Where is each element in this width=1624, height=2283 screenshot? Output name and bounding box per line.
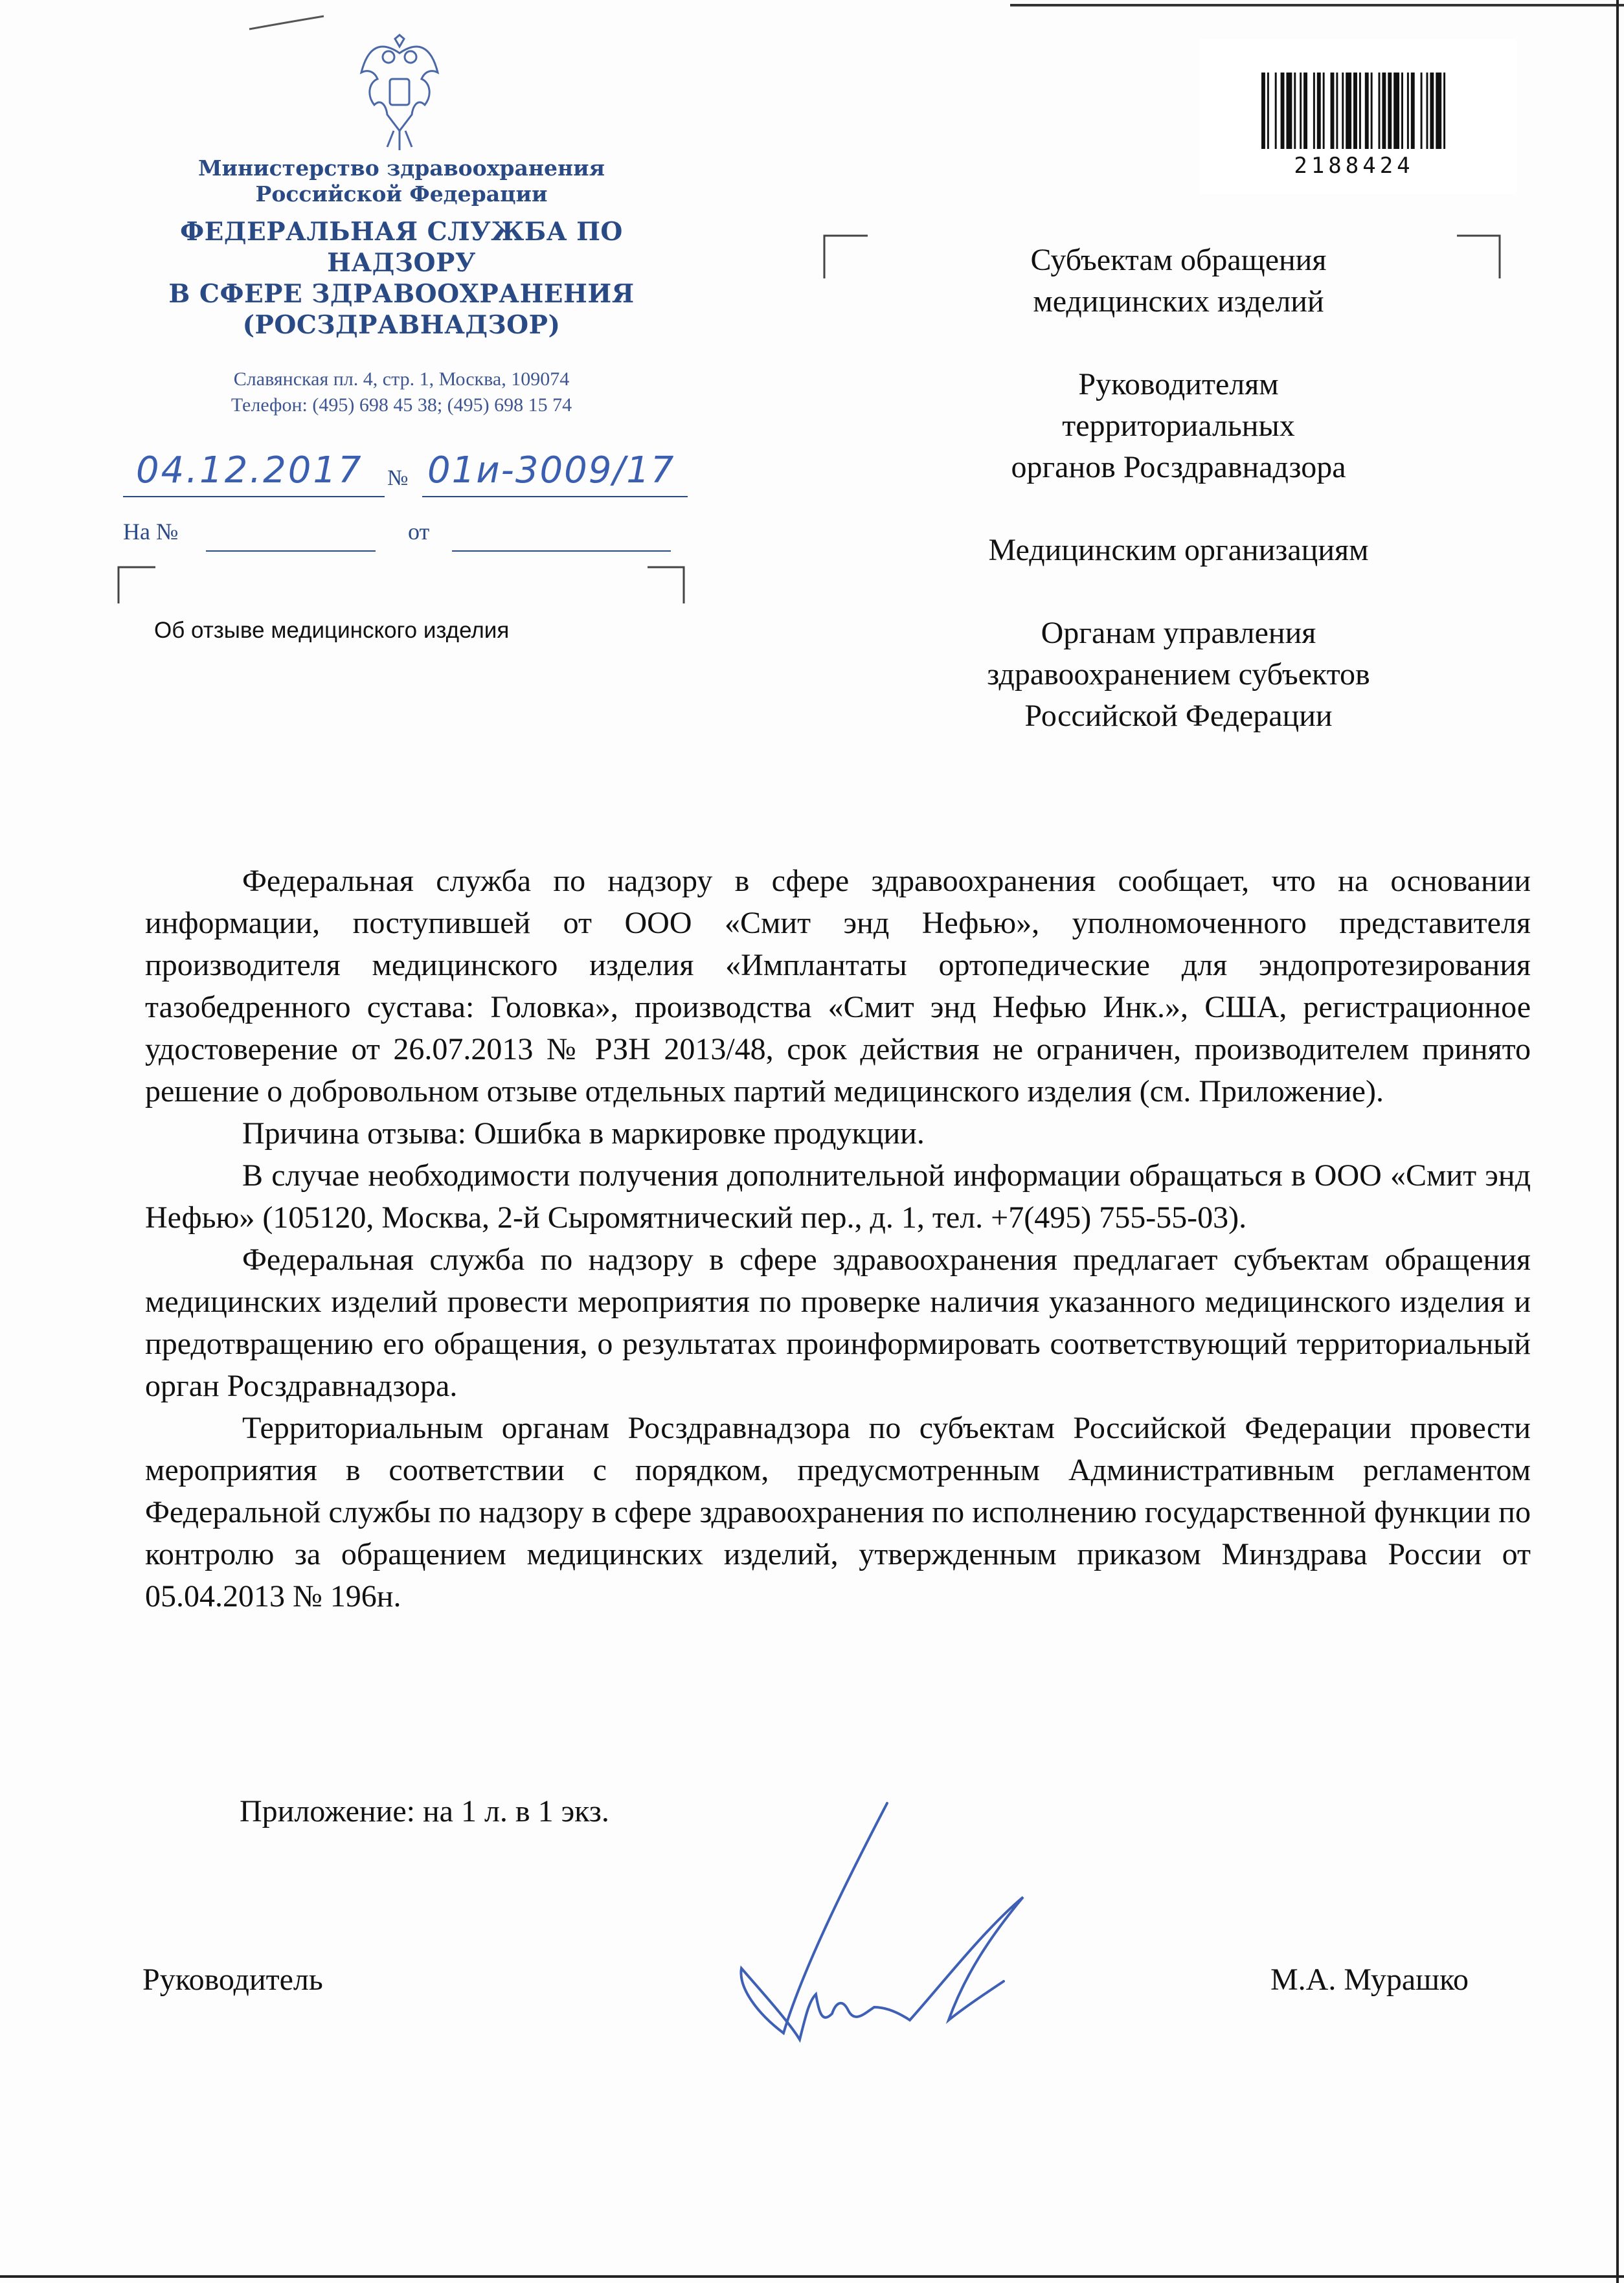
coat-of-arms-icon	[355, 34, 444, 155]
service-address: Славянская пл. 4, стр. 1, Москва, 109074 Телефон: (495) 698 45 38; (495) 698 15 74	[231, 368, 572, 416]
reply-to-line	[123, 518, 693, 557]
barcode-label	[1199, 39, 1517, 194]
registration-number: 01и-3009/17	[427, 449, 675, 491]
registration-date: 04.12.2017	[136, 449, 363, 491]
reply-number-label: На №	[123, 519, 179, 545]
addressee-block	[919, 240, 1438, 778]
body-paragraph: Федеральная служба по надзору в сфере здравоохранения предлагает субъектам обращения медицинских изделий провести мероприятия по проверке наличия указанного медицинского изделия и предотвращению его обращения, о результатах проинформировать соответствующий территориальный орган Росздравнадзора.	[145, 1243, 1531, 1403]
ministry-name: Министерство здравоохранения Российской Федерации	[198, 155, 605, 207]
scan-edge-bottom	[0, 2275, 1624, 2278]
registration-line	[123, 447, 771, 505]
addressee-item: Органам управления здравоохранением субъектов Российской Федерации	[987, 616, 1370, 733]
reply-date-label: от	[408, 519, 430, 545]
letterhead	[110, 155, 693, 418]
body-paragraph: Федеральная служба по надзору в сфере здравоохранения сообщает, что на основании информации, поступившей от ООО «Смит энд Нефью», уполномоченного представителя производителя медицинского изделия «Имплантаты ортопедические для эндопротезирования тазобедренного сустава: Головка», производства «Смит энд Нефью Инк.», США, регистрационное удостоверение от 26.07.2013 № РЗН 2013/48, срок действия не ограничен, производителем принято решение о добровольном отзыве отдельных партий медицинского изделия (см. Приложение).	[145, 864, 1531, 1108]
barcode-number: 2188424	[1294, 153, 1414, 179]
number-underline	[422, 496, 688, 497]
service-name: ФЕДЕРАЛЬНАЯ СЛУЖБА ПО НАДЗОРУ В СФЕРЕ ЗДРАВООХРАНЕНИЯ (РОСЗДРАВНАДЗОР)	[168, 217, 635, 340]
letter-body	[145, 860, 1531, 1617]
body-paragraph: В случае необходимости получения дополнительной информации обращаться в ООО «Смит энд Нефью» (105120, Москва, 2-й Сыромятнический пер., д. 1, тел. +7(495) 755-55-03).	[145, 1158, 1531, 1235]
number-sign: №	[387, 466, 409, 490]
handwritten-signature-icon	[693, 1800, 1055, 2052]
subject-bracket-icon	[117, 565, 686, 616]
addressee-item: Медицинским организациям	[988, 533, 1369, 567]
body-paragraph: Причина отзыва: Ошибка в маркировке продукции.	[242, 1116, 925, 1151]
scan-edge-right	[1616, 0, 1619, 2283]
body-paragraph: Территориальным органам Росздравнадзора по субъектам Российской Федерации провести мероприятия в соответствии с порядком, предусмотренным Административным регламентом Федеральной службы по надзору в сфере здравоохранения по исполнению государственной функции по контролю за обращением медицинских изделий, утвержденным приказом Минздрава России от 05.04.2013 № 196н.	[145, 1411, 1531, 1614]
pen-mark-icon	[246, 13, 363, 32]
reply-date-blank	[452, 550, 671, 552]
letter-subject: Об отзыве медицинского изделия	[154, 618, 510, 643]
signatory-role: Руководитель	[142, 1962, 323, 1997]
addressee-item: Руководителям территориальных органов Росздравнадзора	[1011, 367, 1346, 484]
date-underline	[123, 496, 385, 497]
signatory-name: М.А. Мурашко	[1270, 1962, 1469, 1997]
scan-edge-top	[1010, 4, 1624, 6]
reply-number-blank	[206, 550, 376, 552]
addressee-item: Субъектам обращения медицинских изделий	[1030, 243, 1327, 319]
annex-note: Приложение: на 1 л. в 1 экз.	[240, 1794, 609, 1828]
barcode-icon	[1261, 73, 1449, 149]
